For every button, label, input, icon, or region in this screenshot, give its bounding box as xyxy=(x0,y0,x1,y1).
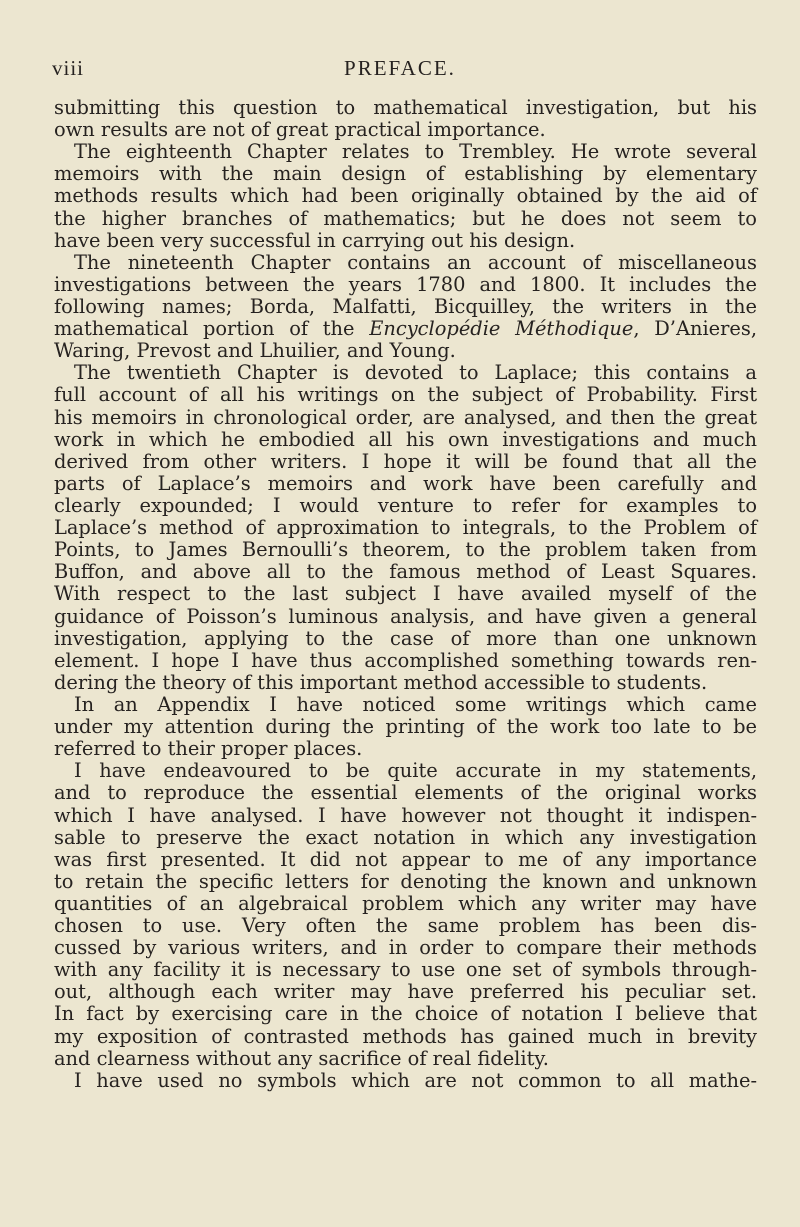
text-line: parts of Laplace’s memoirs and work have been carefully and xyxy=(54,471,757,495)
text-line: his memoirs in chronological order, are analysed, and then the great xyxy=(54,405,757,429)
text-line: methods results which had been originally obtained by the aid of xyxy=(54,184,757,208)
text-line xyxy=(54,318,757,340)
text-line: derived from other writers. I hope it will be found that all the xyxy=(54,449,757,473)
text-line: Buffon, and above all to the famous method of Least Squares. xyxy=(54,560,757,584)
text-line: Waring, Prevost and Lhuilier, and Young. xyxy=(54,339,456,363)
text-line: Laplace’s method of approximation to integrals, to the Problem of xyxy=(54,516,757,540)
text-line: and clearness without any sacrifice of real fidelity. xyxy=(54,1046,549,1070)
text-line: have been very successful in carrying out his design. xyxy=(54,228,576,252)
text-line: following names; Borda, Malfatti, Bicquilley, the writers in the xyxy=(54,294,757,318)
running-head xyxy=(52,56,748,84)
text-line: The twentieth Chapter is devoted to Laplace; this contains a xyxy=(74,361,757,385)
italic-title: Encyclopédie Méthodique xyxy=(369,317,634,341)
text-line: submitting this question to mathematical investigation, but his xyxy=(54,96,757,119)
text-line: out, although each writer may have preferred his peculiar set. xyxy=(54,980,757,1004)
text-line: clearly expounded; I would venture to refer for examples to xyxy=(54,493,757,517)
text-line: cussed by various writers, and in order to compare their methods xyxy=(54,936,757,960)
text-line: referred to their proper places. xyxy=(54,737,363,761)
text-line: quantities of an algebraical problem which any writer may have xyxy=(54,891,757,915)
text-line: Points, to James Bernoulli’s theorem, to the problem taken from xyxy=(54,538,757,562)
text-line: which I have analysed. I have however not thought it indispen- xyxy=(54,803,757,827)
text-run: mathematical portion of the xyxy=(54,317,370,341)
text-line: sable to preserve the exact notation in which any investigation xyxy=(54,825,757,849)
text-line: and to reproduce the essential elements of the original works xyxy=(54,781,757,805)
text-line: under my attention during the printing of the work too late to be xyxy=(54,715,757,739)
text-line: I have endeavoured to be quite accurate in my statements, xyxy=(74,759,757,783)
text-line: investigation, applying to the case of more than one unknown xyxy=(54,626,757,650)
text-line: own results are not of great practical importance. xyxy=(54,118,546,142)
text-line: was first presented. It did not appear to me of any importance xyxy=(54,847,757,871)
text-line: to retain the specific letters for denoting the known and unknown xyxy=(54,869,757,893)
text-line: full account of all his writings on the subject of Probability. First xyxy=(54,383,757,407)
text-line: with any facility it is necessary to use one set of symbols through- xyxy=(54,958,757,982)
body-text xyxy=(54,97,757,1092)
text-line: I have used no symbols which are not common to all mathe- xyxy=(74,1068,757,1092)
text-line: investigations between the years 1780 and 1800. It includes the xyxy=(54,272,757,296)
text-line: In fact by exercising care in the choice of notation I believe that xyxy=(54,1002,757,1026)
text-line: memoirs with the main design of establishing by elementary xyxy=(54,162,757,186)
text-line: dering the theory of this important method accessible to students. xyxy=(54,670,708,694)
text-line: work in which he embodied all his own investigations and much xyxy=(54,427,757,451)
text-line: my exposition of contrasted methods has gained much in brevity xyxy=(54,1024,757,1048)
text-line: With respect to the last subject I have availed myself of the xyxy=(54,582,757,606)
text-line: element. I hope I have thus accomplished something towards ren- xyxy=(54,648,757,672)
text-line: The nineteenth Chapter contains an account of miscellaneous xyxy=(74,250,757,274)
text-line: the higher branches of mathematics; but he does not seem to xyxy=(54,206,757,230)
text-line: chosen to use. Very often the same problem has been dis- xyxy=(54,914,757,938)
text-line: In an Appendix I have noticed some writings which came xyxy=(74,692,757,716)
text-run: , D’Anieres, xyxy=(633,317,757,341)
text-line: The eighteenth Chapter relates to Trembley. He wrote several xyxy=(74,140,757,164)
running-title: PREFACE. xyxy=(344,56,456,80)
page-number: viii xyxy=(52,56,85,80)
text-line: guidance of Poisson’s luminous analysis, and have given a general xyxy=(54,604,757,628)
